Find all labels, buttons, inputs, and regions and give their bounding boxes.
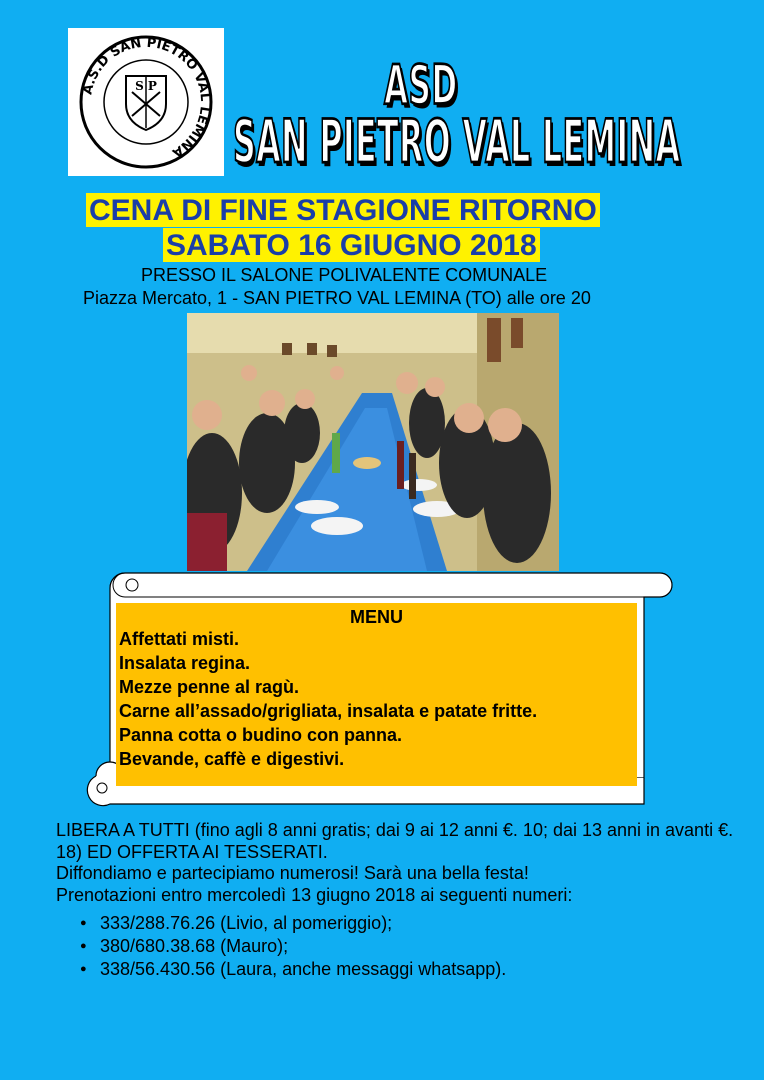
- phone-item: ● 333/288.76.26 (Livio, al pomeriggio);: [80, 912, 506, 935]
- booking-text: Prenotazioni entro mercoledì 13 giugno 2018 ai seguenti numeri:: [56, 884, 573, 905]
- menu-list: [119, 627, 537, 771]
- logo-ring-text: A.S.D SAN PIETRO VAL LEMINA: [80, 35, 213, 161]
- club-logo: [68, 28, 224, 176]
- event-venue: PRESSO IL SALONE POLIVALENTE COMUNALE: [141, 265, 548, 285]
- menu-title: MENU: [350, 607, 403, 627]
- event-address: Piazza Mercato, 1 - SAN PIETRO VAL LEMINA (TO) alle ore 20: [83, 288, 591, 308]
- phone-list: [80, 912, 506, 981]
- menu-item: Mezze penne al ragù.: [119, 677, 300, 697]
- menu-item: Insalata regina.: [119, 653, 251, 673]
- event-date: SABATO 16 GIUGNO 2018: [163, 228, 540, 262]
- phone-item: ● 380/680.38.68 (Mauro);: [80, 935, 506, 958]
- price-info: LIBERA A TUTTI (fino agli 8 anni gratis; dai 9 ai 12 anni €. 10; dai 13 anni in avanti €. 18) ED OFFERTA AI TESSERATI.: [56, 820, 734, 862]
- info-block: [56, 820, 736, 906]
- menu-item: Carne all’assado/grigliata, insalata e patate fritte.: [119, 701, 538, 721]
- menu-item: Affettati misti.: [119, 629, 240, 649]
- dinner-photo: [187, 313, 559, 571]
- logo-shield-letters: S P: [135, 79, 157, 93]
- event-title: CENA DI FINE STAGIONE RITORNO: [86, 193, 600, 227]
- menu-item: Panna cotta o budino con panna.: [119, 725, 403, 745]
- menu-item: Bevande, caffè e digestivi.: [119, 749, 345, 769]
- menu-box: [116, 603, 637, 786]
- phone-item: ● 338/56.430.56 (Laura, anche messaggi whatsapp).: [80, 958, 506, 981]
- invitation-text: Diffondiamo e partecipiamo numerosi! Sarà una bella festa!: [56, 863, 529, 883]
- org-name-line2: SAN PIETRO VAL LEMINA: [233, 108, 681, 177]
- org-name-line1: ASD: [384, 55, 458, 118]
